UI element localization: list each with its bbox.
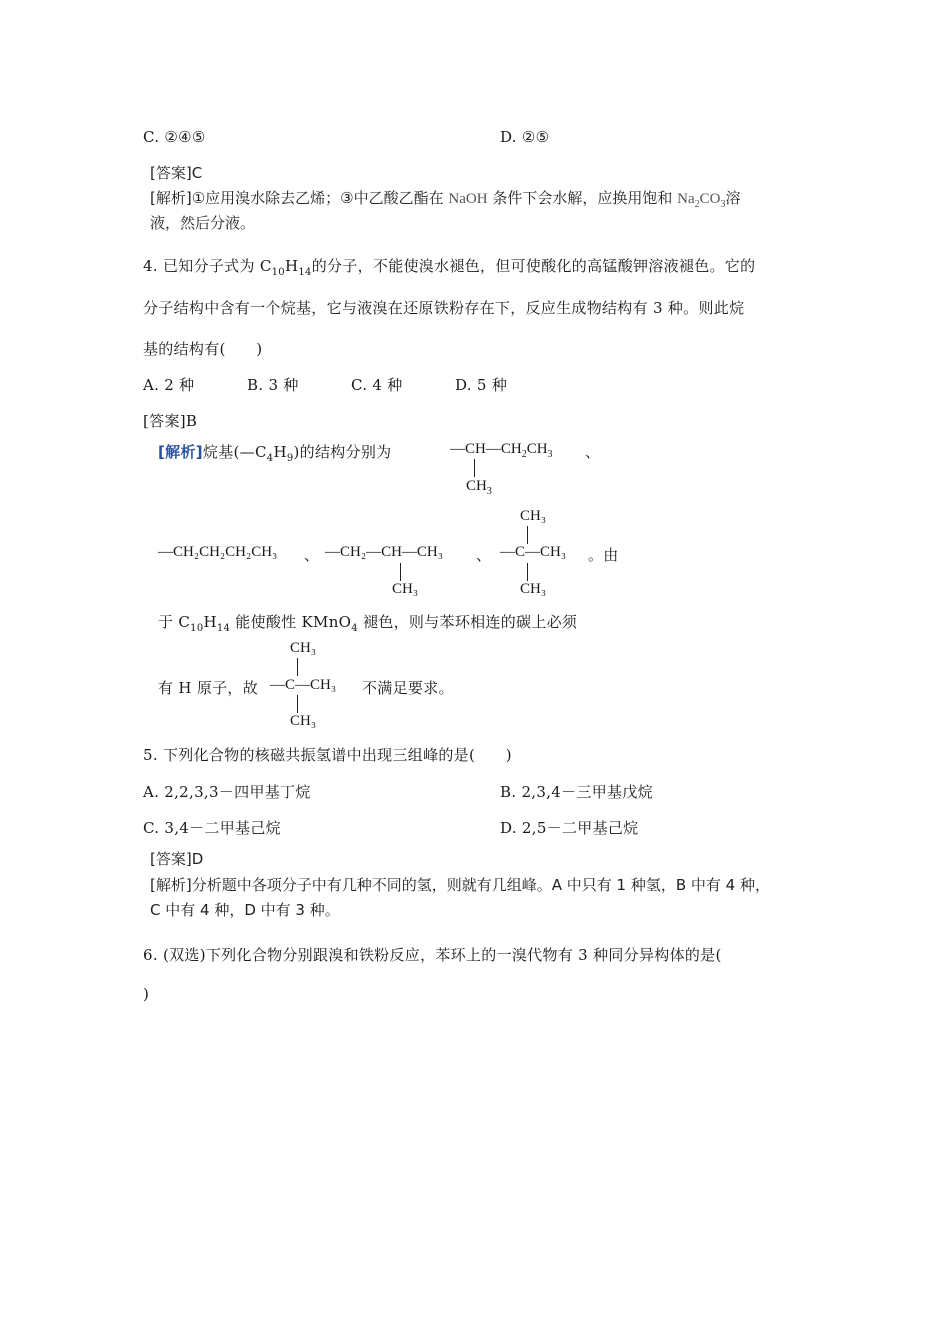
q6-stem-line1: 6. (双选)下列化合物分别跟溴和铁粉反应，苯环上的一溴代物有 3 种同分异构体的是( xyxy=(143,946,722,964)
q3-answer: [答案]C xyxy=(150,164,203,182)
q4-option-c: C. 4 种 xyxy=(351,376,403,394)
structure-4-top: CH₃ xyxy=(520,508,547,524)
q6-stem-line2: ) xyxy=(143,985,150,1003)
structure-2: —CH₂CH₂CH₂CH₃ xyxy=(158,544,278,560)
q4-answer: [答案]B xyxy=(143,412,198,430)
separator-1: 、 xyxy=(585,443,601,461)
structure-4-main: —C—CH₃ xyxy=(500,544,567,560)
structure-5-main: —C—CH₃ xyxy=(270,677,337,693)
q4-analysis-end: 。由 xyxy=(588,546,619,564)
separator-3: 、 xyxy=(476,546,492,564)
structure-1-main: $—CH—CH_2CH_3$ xyxy=(450,441,553,460)
q4-stem-line1: 4. 已知分子式为 $C_{10}H_{14}$的分子，不能使溴水褪色，但可使酸化的高锰酸钾溶液褪色。它的 xyxy=(143,257,756,278)
q4-stem-line3: 基的结构有( ) xyxy=(143,340,263,358)
q5-option-b: B. 2,3,4－三甲基戊烷 xyxy=(500,783,653,801)
structure-1-bond xyxy=(474,459,475,477)
q5-stem: 5. 下列化合物的核磁共振氢谱中出现三组峰的是( ) xyxy=(143,746,512,764)
structure-3-bond xyxy=(400,563,401,581)
structure-5-top: CH₃ xyxy=(290,640,317,656)
structure-4-bond-bottom xyxy=(527,563,528,581)
q5-analysis-line1: [解析]分析题中各项分子中有几种不同的氢，则就有几组峰。A 中只有 1 种氢，B 中有 4 种， xyxy=(150,876,770,894)
q3-analysis-line2: 液，然后分液。 xyxy=(150,214,256,232)
structure-5-bond-bottom xyxy=(297,695,298,713)
separator-2: 、 xyxy=(304,546,320,564)
structure-1-branch: $CH_3$ xyxy=(466,478,492,497)
structure-3-branch: CH₃ xyxy=(392,581,419,597)
q4-analysis-line3: 于 $C_{10}H_{14}$ 能使酸性 KMnO$_4$ 褪色，则与苯环相连的碳上必须 xyxy=(158,613,578,634)
q5-option-a: A. 2,2,3,3－四甲基丁烷 xyxy=(143,783,311,801)
q4-analysis-line1: [解析]烷基$(—C_4H_9)$的结构分别为 xyxy=(158,443,392,464)
q4-option-b: B. 3 种 xyxy=(247,376,299,394)
structure-4-bond-top xyxy=(527,526,528,544)
q4-analysis-line4-b: 不满足要求。 xyxy=(362,679,454,697)
q4-option-a: A. 2 种 xyxy=(143,376,195,394)
q5-analysis-line2: C 中有 4 种，D 中有 3 种。 xyxy=(150,901,340,919)
q3-option-c: C. ②④⑤ xyxy=(143,128,206,146)
q3-analysis-line1: [解析]①应用溴水除去乙烯；③中乙酸乙酯在 NaOH 条件下会水解，应换用饱和 $Na_2CO_3$溶 xyxy=(150,189,741,210)
q5-answer: [答案]D xyxy=(150,850,204,868)
q5-option-c: C. 3,4－二甲基己烷 xyxy=(143,819,281,837)
structure-5-bottom: CH₃ xyxy=(290,713,317,729)
structure-4-bottom: CH₃ xyxy=(520,581,547,597)
structure-5-bond-top xyxy=(297,658,298,676)
q4-option-d: D. 5 种 xyxy=(455,376,508,394)
structure-3-main: —CH₂—CH—CH₃ xyxy=(325,544,443,560)
q5-option-d: D. 2,5－二甲基己烷 xyxy=(500,819,639,837)
q3-option-d: D. ②⑤ xyxy=(500,128,550,146)
q4-analysis-line4-a: 有 H 原子，故 xyxy=(158,679,259,697)
q4-stem-line2: 分子结构中含有一个烷基，它与液溴在还原铁粉存在下，反应生成物结构有 3 种。则此烷 xyxy=(143,299,745,317)
